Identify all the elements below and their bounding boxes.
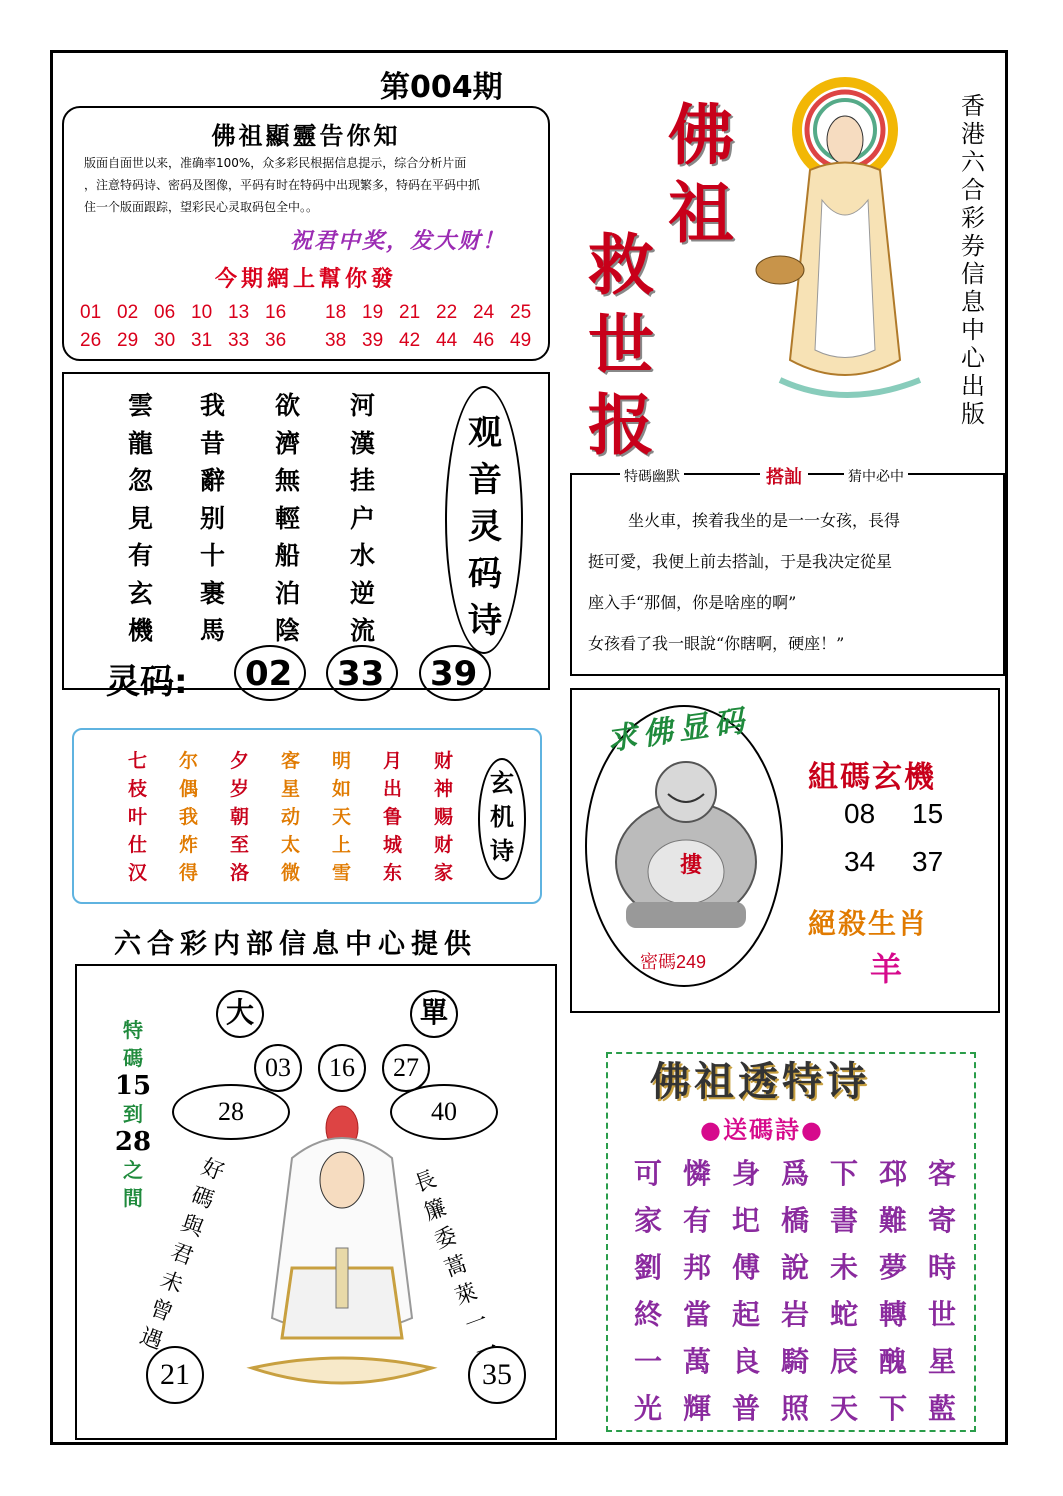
xuanji-char: 赐 <box>434 806 454 828</box>
poem-box-char: 難 <box>879 1204 908 1237</box>
poem-char: 忽 <box>128 466 154 495</box>
poem-box-char: 橋 <box>781 1204 810 1237</box>
poem-char: 無 <box>275 466 301 495</box>
corner-number-left: 21 <box>146 1346 204 1404</box>
poem-char: 我 <box>200 391 226 420</box>
xuanji-char: 汉 <box>128 862 148 884</box>
poem-char: 漢 <box>350 428 376 458</box>
number-cell: 22 <box>436 302 458 323</box>
poem-box-char: 照 <box>781 1392 810 1425</box>
publisher-char: 香 <box>961 92 985 120</box>
xuanji-char: 城 <box>383 834 403 856</box>
poem-box-char: 蛇 <box>830 1298 859 1331</box>
xuanji-char: 仕 <box>128 834 148 856</box>
poem-box-char: 岩 <box>781 1298 810 1331</box>
group-number: 37 <box>912 846 944 877</box>
verse-char: 蒿 <box>441 1251 471 1283</box>
number-cell: 38 <box>325 330 347 351</box>
verse-char: 萊 <box>451 1279 481 1311</box>
publisher-char: 彩 <box>961 204 985 232</box>
xuanji-char: 鲁 <box>383 806 403 828</box>
publisher-char: 出 <box>961 372 985 400</box>
number-cell: 02 <box>117 302 139 323</box>
poem-box-char: 圯 <box>732 1204 761 1237</box>
poem-char: 雲 <box>128 391 154 420</box>
poem-box-char: 夢 <box>879 1251 908 1284</box>
lingma-number: 02 <box>245 654 293 694</box>
number-cell: 25 <box>510 302 532 323</box>
blessing-text: 祝君中奖，发大财！ <box>290 228 507 254</box>
poem-char: 辭 <box>200 466 226 495</box>
joke-text <box>588 500 993 664</box>
group-code-title: 組碼玄機 <box>808 760 936 795</box>
poem-box-char: 傅 <box>732 1251 761 1284</box>
xuanji-char: 财 <box>434 750 454 772</box>
buddha-center-char: 摟 <box>680 852 703 878</box>
poem-box-char: 一 <box>634 1345 663 1378</box>
poem-char: 流 <box>350 616 376 645</box>
poem-char: 見 <box>128 503 154 533</box>
poem-char: 水 <box>350 541 376 570</box>
publisher-char: 信 <box>961 260 985 288</box>
intro-line: ，注意特码诗、密码及图像，平码有时在特码中出现繁多，特码在平码中抓 <box>84 178 481 192</box>
xuanji-char: 动 <box>281 806 301 828</box>
xuanji-char: 神 <box>434 778 454 800</box>
number-cell: 29 <box>117 330 139 351</box>
number-cell: 18 <box>325 302 347 323</box>
xuanji-side-label <box>487 766 517 868</box>
number-cell: 31 <box>191 330 213 351</box>
poem-subtitle: ●送碼詩● <box>700 1115 824 1144</box>
number-cell: 19 <box>362 302 384 323</box>
poem-side-char: 码 <box>468 554 502 594</box>
xuanji-char: 微 <box>281 862 301 884</box>
joke-header-left: 特碼幽默 <box>620 466 684 486</box>
number-cell: 36 <box>265 330 287 351</box>
poem-char: 船 <box>275 541 301 570</box>
number-cell: 06 <box>154 302 176 323</box>
xuanji-char: 岁 <box>230 778 250 800</box>
special-label-char: 間 <box>123 1186 143 1210</box>
buddha-arc-title: 求佛显码 <box>604 703 753 758</box>
verse-char: 長 <box>410 1166 440 1198</box>
joke-line: 坐火車，挨着我坐的是一一女孩，長得 <box>628 511 901 530</box>
publisher-char: 息 <box>961 288 985 316</box>
kill-zodiac: 羊 <box>870 950 903 988</box>
kill-zodiac-title: 絕殺生肖 <box>808 907 929 940</box>
poem-char: 龍 <box>128 428 154 458</box>
big-circle: 大 <box>216 990 264 1038</box>
number-cell: 30 <box>154 330 176 351</box>
poem-box-char: 家 <box>634 1204 663 1237</box>
number-cell: 13 <box>228 302 250 323</box>
xuanji-char: 七 <box>128 750 148 772</box>
special-label-char: 碼 <box>123 1046 143 1070</box>
poem-char: 馬 <box>200 616 226 645</box>
poem-box-char: 下 <box>879 1392 908 1425</box>
poem-box-char: 邳 <box>879 1157 908 1190</box>
verse-char: 曾 <box>146 1295 176 1327</box>
top-number-circle: 03 <box>254 1044 302 1092</box>
laughing-buddha-illustration <box>606 752 766 932</box>
publisher-char: 券 <box>961 232 985 260</box>
xuanji-char: 尔 <box>179 750 199 772</box>
number-cell: 44 <box>436 330 458 351</box>
number-cell: 42 <box>399 330 421 351</box>
poem-box-char: 劉 <box>634 1251 663 1284</box>
poem-box-char: 良 <box>732 1345 761 1378</box>
joke-line: 女孩看了我一眼說“你瞎啊，硬座！” <box>588 634 845 653</box>
xuanji-char: 至 <box>230 834 250 856</box>
poem-box-char: 輝 <box>683 1392 712 1425</box>
poem-side-label <box>465 410 505 645</box>
joke-header-right: 猜中必中 <box>844 466 908 486</box>
publisher-char: 合 <box>961 176 985 204</box>
poem-box-char: 邦 <box>683 1251 712 1284</box>
number-cell: 21 <box>399 302 421 323</box>
special-range-label <box>108 1016 158 1212</box>
xuanji-char: 上 <box>332 834 352 856</box>
issue-number: 第004期 <box>380 70 503 105</box>
poem-char: 泊 <box>275 578 301 608</box>
joke-line: 座入手“那個，你是啥座的啊” <box>588 593 797 612</box>
special-label-char: 15 <box>114 1071 152 1101</box>
poem-box-char: 書 <box>830 1204 859 1237</box>
poem-char: 欲 <box>275 391 301 420</box>
masthead-char: 佛 <box>668 96 734 174</box>
xuanji-char: 财 <box>434 834 454 856</box>
top-number-circle: 27 <box>382 1044 430 1092</box>
xuanji-char: 星 <box>281 778 301 800</box>
xuanji-side-char: 玄 <box>490 768 514 797</box>
number-cell: 39 <box>362 330 384 351</box>
poem-side-char: 音 <box>468 460 502 500</box>
xuanji-char: 明 <box>332 750 352 772</box>
poem-char: 有 <box>128 541 154 570</box>
publisher-char: 港 <box>961 120 985 148</box>
masthead-char: 报 <box>588 386 654 464</box>
xuanji-char: 枝 <box>128 778 148 800</box>
masthead-char: 祖 <box>668 174 734 252</box>
poem-char: 挂 <box>350 466 376 495</box>
special-label-char: 28 <box>114 1127 152 1157</box>
poem-char: 逆 <box>350 578 376 608</box>
masthead-char: 世 <box>588 306 654 384</box>
poem-box-char: 身 <box>732 1157 761 1190</box>
xuanji-char: 炸 <box>179 834 199 856</box>
poem-box-char: 轉 <box>879 1298 908 1331</box>
poem-char: 玄 <box>128 578 154 608</box>
lingma-label: 灵码: <box>106 662 188 702</box>
verse-char: 與 <box>177 1211 207 1243</box>
poem-char: 陰 <box>275 616 301 645</box>
xuanji-char: 太 <box>281 834 301 856</box>
xuanji-char: 洛 <box>230 862 250 884</box>
publisher-char: 中 <box>961 316 985 344</box>
number-cell: 16 <box>265 302 287 323</box>
poem-box-char: 有 <box>683 1204 712 1237</box>
number-cell: 33 <box>228 330 250 351</box>
guanyin-standing-illustration <box>740 60 950 420</box>
secret-code: 密碼249 <box>640 952 707 972</box>
xuanji-char: 雪 <box>332 862 352 884</box>
poem-box-char: 醜 <box>879 1345 908 1378</box>
verse-char: 委 <box>431 1223 461 1255</box>
xuanji-char: 得 <box>179 862 199 884</box>
xuanji-char: 家 <box>434 862 454 884</box>
poem-subtitle-text: 送碼詩 <box>722 1115 801 1144</box>
number-cell: 46 <box>473 330 495 351</box>
special-label-char: 特 <box>123 1018 143 1042</box>
oval-number-right: 40 <box>390 1084 498 1140</box>
xuanji-side-char: 机 <box>490 802 514 831</box>
poem-box-char: 憐 <box>683 1157 712 1190</box>
number-cell: 01 <box>80 302 102 323</box>
single-circle: 單 <box>410 990 458 1038</box>
poem-box-char: 爲 <box>781 1157 810 1190</box>
verse-char: 一 <box>472 1335 502 1367</box>
poem-char: 機 <box>128 616 154 645</box>
xuanji-char: 朝 <box>230 806 250 828</box>
joke-line: 挺可愛，我便上前去搭訕，于是我决定從星 <box>588 552 893 571</box>
poem-box-char: 起 <box>732 1298 761 1331</box>
verse-char: 好 <box>198 1154 228 1186</box>
poem-box-char: 辰 <box>830 1345 859 1378</box>
masthead-char: 救 <box>588 226 654 304</box>
number-cell: 49 <box>510 330 532 351</box>
xuanji-char: 东 <box>383 862 403 884</box>
poem-box-char: 騎 <box>781 1345 810 1378</box>
special-label-char: 之 <box>123 1158 143 1182</box>
verse-char: 遇 <box>136 1323 166 1355</box>
xuanji-char: 天 <box>332 806 352 828</box>
top-number-circle: 16 <box>318 1044 366 1092</box>
poem-box-char: 可 <box>634 1157 663 1190</box>
poem-box-char: 世 <box>928 1298 957 1331</box>
lingma-number: 39 <box>430 654 478 694</box>
poem-box-char: 終 <box>634 1298 663 1331</box>
web-header: 今期網上幫你發 <box>214 266 397 292</box>
publisher-char: 心 <box>961 344 985 372</box>
poem-box-char: 光 <box>634 1392 663 1425</box>
intro-title: 佛祖顯靈告你知 <box>211 121 401 150</box>
poem-char: 别 <box>200 503 226 533</box>
poem-box-char: 天 <box>830 1392 859 1425</box>
xuanji-char: 月 <box>383 750 403 772</box>
xuanji-char: 如 <box>332 778 352 800</box>
intro-text <box>84 152 534 218</box>
verse-char: 君 <box>167 1239 197 1271</box>
xuanji-char: 我 <box>179 806 199 828</box>
poem-char: 裹 <box>200 578 226 608</box>
verse-char: 碼 <box>187 1182 218 1214</box>
poem-side-char: 观 <box>468 413 502 453</box>
publisher-vertical <box>958 92 988 428</box>
publisher-char: 版 <box>961 400 985 428</box>
poem-box-char: 萬 <box>683 1345 712 1378</box>
number-cell: 10 <box>191 302 213 323</box>
poem-char: 濟 <box>275 428 301 458</box>
xuanji-char: 出 <box>383 778 403 800</box>
number-cell: 26 <box>80 330 102 351</box>
xuanji-char: 夕 <box>230 750 250 772</box>
poem-box-char: 客 <box>928 1157 957 1190</box>
verse-char: 未 <box>156 1267 187 1299</box>
lingma-number: 33 <box>337 654 385 694</box>
poem-char: 昔 <box>200 428 226 458</box>
poem-side-char: 灵 <box>468 507 502 547</box>
intro-line: 住一个版面跟踪，望彩民心灵取码包全中。。 <box>84 200 319 214</box>
joke-header-title: 搭訕 <box>760 463 808 489</box>
poem-box-char: 未 <box>830 1251 859 1284</box>
intro-line: 版面自面世以来，准确率100%，众多彩民根据信息提示，综合分析片面 <box>84 156 467 170</box>
poem-char: 十 <box>200 541 226 570</box>
poem-box-char: 藍 <box>928 1392 957 1425</box>
poem-box-char: 寄 <box>928 1204 957 1237</box>
group-number: 08 <box>844 798 876 829</box>
xuanji-char: 偶 <box>179 778 199 800</box>
group-number: 15 <box>912 798 944 829</box>
number-cell: 24 <box>473 302 495 323</box>
poem-side-char: 诗 <box>468 601 502 641</box>
oval-number-left: 28 <box>172 1084 290 1140</box>
verse-char: 一 <box>462 1307 492 1339</box>
poem-char: 河 <box>350 391 376 420</box>
poem-box-char: 星 <box>928 1345 957 1378</box>
publisher-char: 六 <box>961 148 985 176</box>
provider-text: 六合彩内部信息中心提供 <box>114 929 477 960</box>
special-label-char: 到 <box>123 1102 143 1126</box>
poem-box-char: 時 <box>928 1251 957 1284</box>
poem-char: 户 <box>350 503 376 533</box>
verse-char: 簾 <box>420 1194 451 1226</box>
xuanji-char: 客 <box>281 750 301 772</box>
poem-box-char: 普 <box>732 1392 761 1425</box>
xuanji-char: 叶 <box>128 806 148 828</box>
xuanji-side-char: 诗 <box>490 836 514 865</box>
poem-box-char: 當 <box>683 1298 712 1331</box>
corner-number-right: 35 <box>468 1346 526 1404</box>
special-poem-title: 佛祖透特诗 <box>650 1058 870 1105</box>
poem-char: 輕 <box>275 503 301 533</box>
poem-box-char: 說 <box>781 1251 810 1284</box>
group-number: 34 <box>844 846 876 877</box>
poem-box-char: 下 <box>830 1157 859 1190</box>
